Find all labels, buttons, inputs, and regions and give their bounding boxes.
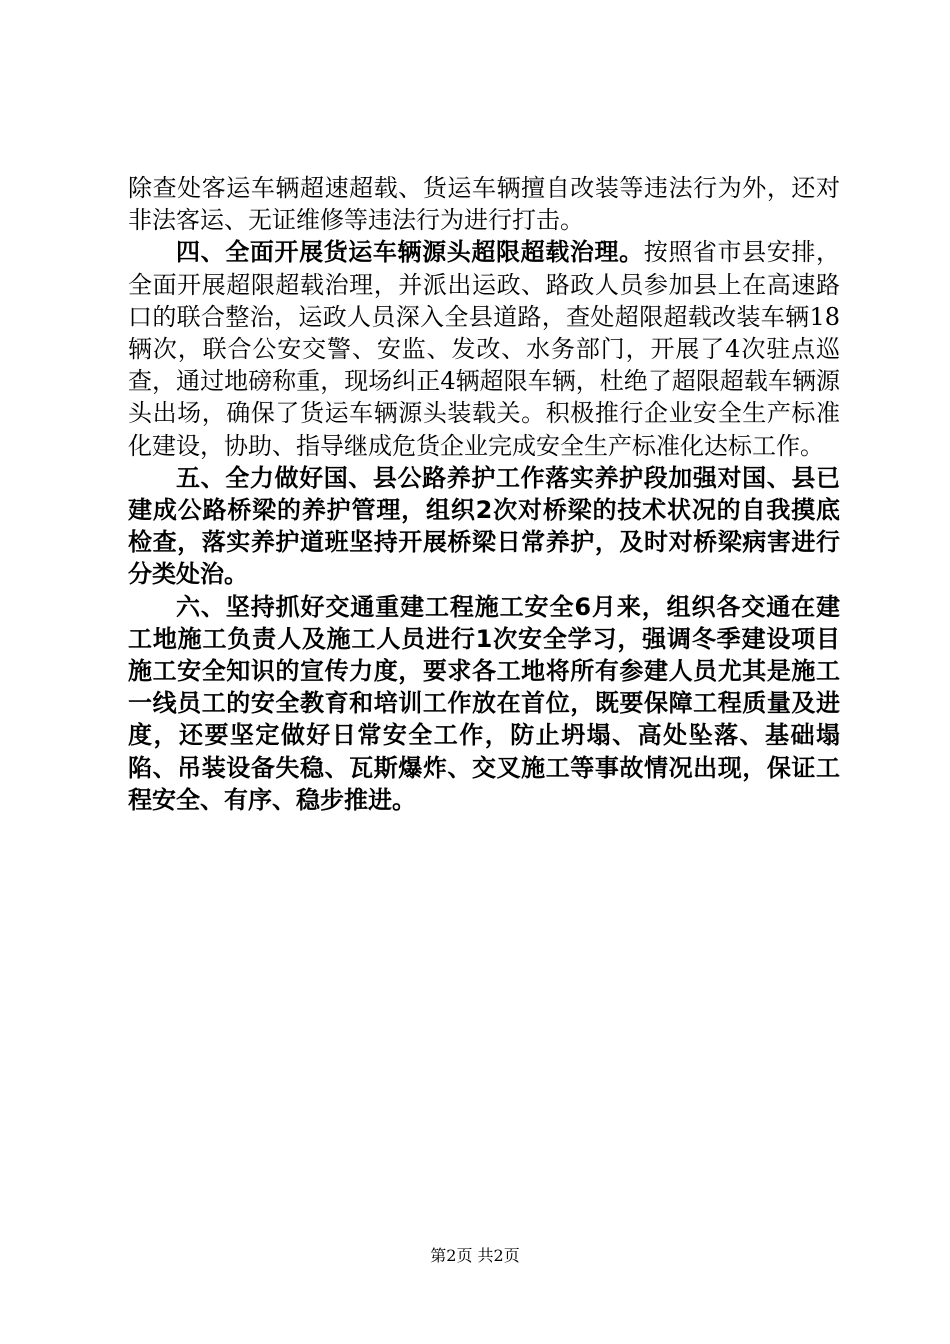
page-footer xyxy=(0,1243,950,1266)
document-body xyxy=(128,172,840,816)
paragraph-4 xyxy=(128,591,840,816)
paragraph-2-heading: 四、全面开展货运车辆源头超限超载治理。 xyxy=(176,238,644,267)
paragraph-1-text: 除查处客运车辆超速超载、货运车辆擅自改装等违法行为外，还对非法客运、无证维修等违法行为进行打击。 xyxy=(128,174,840,235)
paragraph-3-text: 五、全力做好国、县公路养护工作落实养护段加强对国、县已建成公路桥梁的养护管理，组织2次对桥梁的技术状况的自我摸底检查，落实养护道班坚持开展桥梁日常养护，及时对桥梁病害进行分类处治。 xyxy=(128,463,840,589)
paragraph-1 xyxy=(128,172,840,236)
paragraph-2-text: 按照省市县安排，全面开展超限超载治理，并派出运政、路政人员参加县上在高速路口的联合整治，运政人员深入全县道路，查处超限超载改装车辆18辆次，联合公安交警、安监、发改、水务部门，开展了4次驻点巡查，通过地磅称重，现场纠正4辆超限车辆，杜绝了超限超载车辆源头出场，确保了货运车辆源头装载关。积极推行企业安全生产标准化建设，协助、指导继成危货企业完成安全生产标准化达标工作。 xyxy=(128,238,841,460)
page-number-label: 第2页 共2页 xyxy=(430,1246,520,1265)
paragraph-2 xyxy=(128,236,840,461)
paragraph-4-text: 六、坚持抓好交通重建工程施工安全6月来，组织各交通在建工地施工负责人及施工人员进行1次安全学习，强调冬季建设项目施工安全知识的宣传力度，要求各工地将所有参建人员尤其是施工一线员工的安全教育和培训工作放在首位，既要保障工程质量及进度，还要坚定做好日常安全工作，防止坍塌、高处坠落、基础塌陷、吊装设备失稳、瓦斯爆炸、交叉施工等事故情况出现，保证工程安全、有序、稳步推进。 xyxy=(128,592,840,814)
paragraph-3 xyxy=(128,462,840,591)
